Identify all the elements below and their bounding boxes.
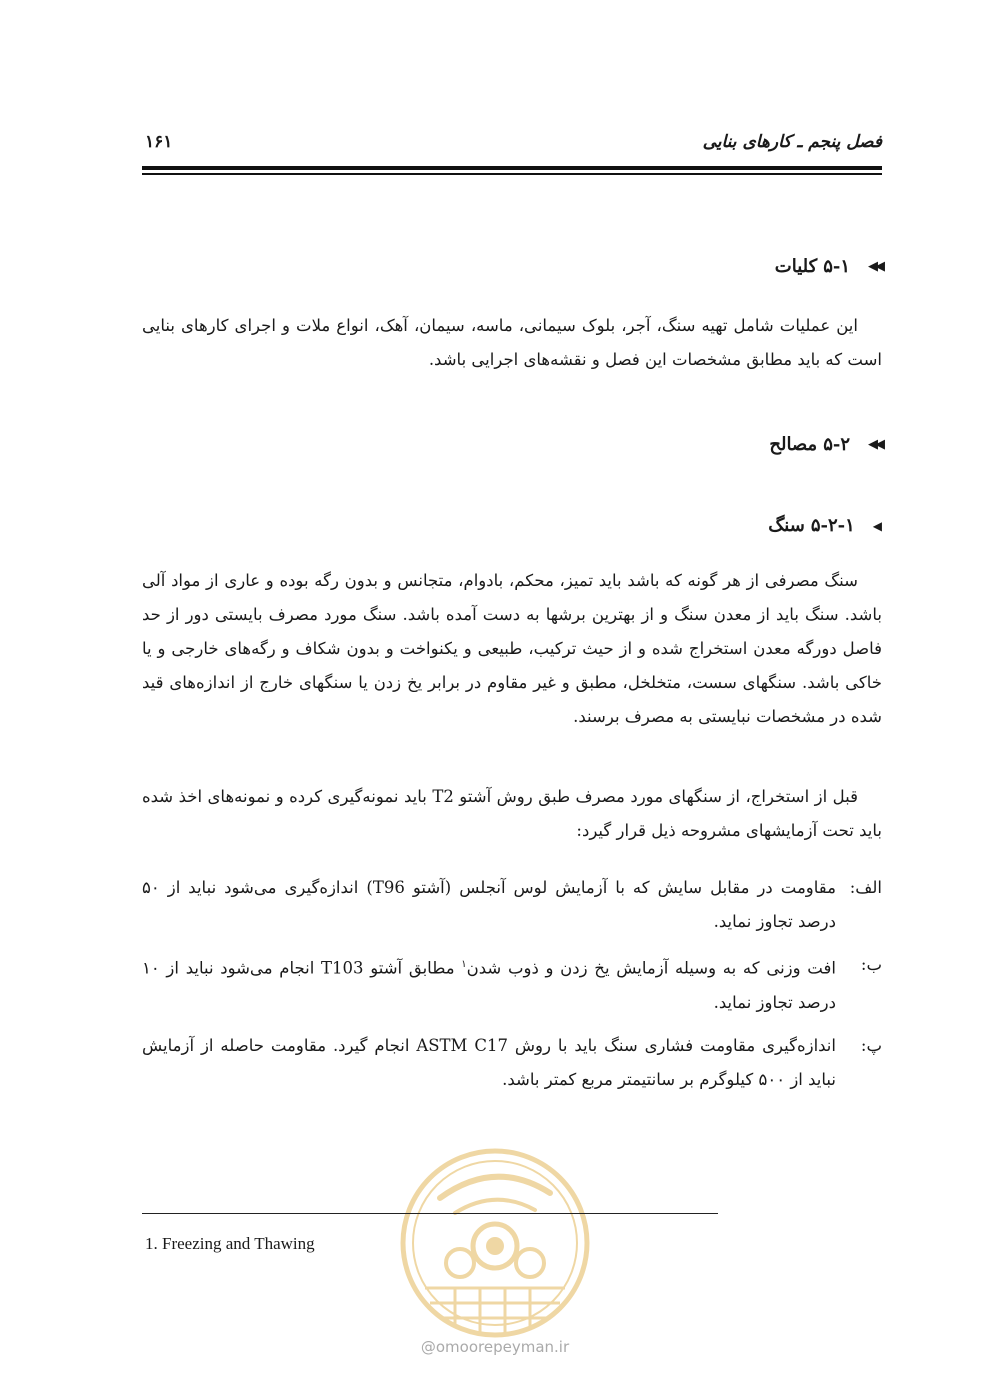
subsection-title: سنگ [768,515,805,536]
footnote: 1. Freezing and Thawing [145,1234,315,1253]
list-marker: پ: [860,1035,882,1055]
subsection-heading-stone [768,515,882,536]
test-requirements-list [142,871,882,1097]
list-item [142,871,882,939]
double-arrow-bullet-icon: ◀◀ [868,437,882,452]
watermark-site: @omoorepeyman.ir [420,1338,570,1356]
arrow-bullet-icon: ◀ [872,518,882,533]
section-number: ۵-۲ [823,434,850,455]
page-number: ۱۶۱ [145,132,173,152]
footnote-reference: ۱ [461,959,467,970]
section-number: ۵-۱ [823,256,850,277]
list-marker: الف: [849,878,882,897]
list-item [142,948,882,1020]
omoorepeyman-logo-watermark [385,1138,605,1358]
list-item-text: افت وزنی که به وسیله آزمایش یخ زدن و ذوب شدن$^۱$ مطابق آشتو T103 انجام می‌شود نباید از ۱۰ درصد تجاوز نماید. [142,958,836,1012]
header-rule-thick [142,166,882,170]
double-arrow-bullet-icon: ◀◀ [868,259,882,274]
section-title: مصالح [769,434,818,455]
list-item-text: اندازه‌گیری مقاومت فشاری سنگ باید با روش ASTM C17 انجام گیرد. مقاومت حاصله از آزمایش نباید از ۵۰۰ کیلوگرم بر سانتیمتر مربع کمتر باشد. [142,1035,836,1089]
list-marker: ب: [860,955,882,974]
header-rule-thin [142,173,882,175]
subsection-number: ۵-۲-۱ [810,515,855,536]
section-title: کلیات [774,256,818,277]
footnote-rule [142,1213,718,1214]
chapter-title: فصل پنجم ـ کارهای بنایی [702,132,882,152]
section-general-body: این عملیات شامل تهیه سنگ، آجر، بلوک سیمانی، ماسه، سیمان، آهک، انواع ملات و اجرای کارهای بنایی است که باید مطابق مشخصات این فصل و نقشه‌های اجرایی باشد. [142,316,882,369]
list-item-text: مقاومت در مقابل سایش که با آزمایش لوس آنجلس (آشتو T96) اندازه‌گیری می‌شود نباید از ۵۰ درصد تجاوز نماید. [142,878,836,931]
list-item [142,1029,882,1097]
section-heading-materials [769,434,882,455]
section-heading-general [775,256,882,277]
stone-body-paragraph-2: قبل از استخراج، از سنگهای مورد مصرف طبق روش آشتو T2 باید نمونه‌گیری کرده و نمونه‌های اخذ شده باید تحت آزمایشهای مشروحه ذیل قرار گیرد: [142,787,882,840]
stone-body-paragraph-1: سنگ مصرفی از هر گونه که باشد باید تمیز، محکم، بادوام، متجانس و بدون رگه بوده و عاری از مواد آلی باشد. سنگ باید از معدن سنگ و از بهترین برشها به دست آمده باشد. سنگ مورد مصرف بایستی دور از حد فاصل دورگه معدن استخراج شده و از حیث ترکیب، طبیعی و یکنواخت و بدون شکاف و رگه‌های خارجی و یا خاکی باشد. سنگهای سست، متخلخل، مطبق و غیر مقاوم در برابر یخ زدن یا سنگهای خارج از اندازه‌های قید شده در مشخصات نبایستی به مصرف برسند. [142,571,882,726]
